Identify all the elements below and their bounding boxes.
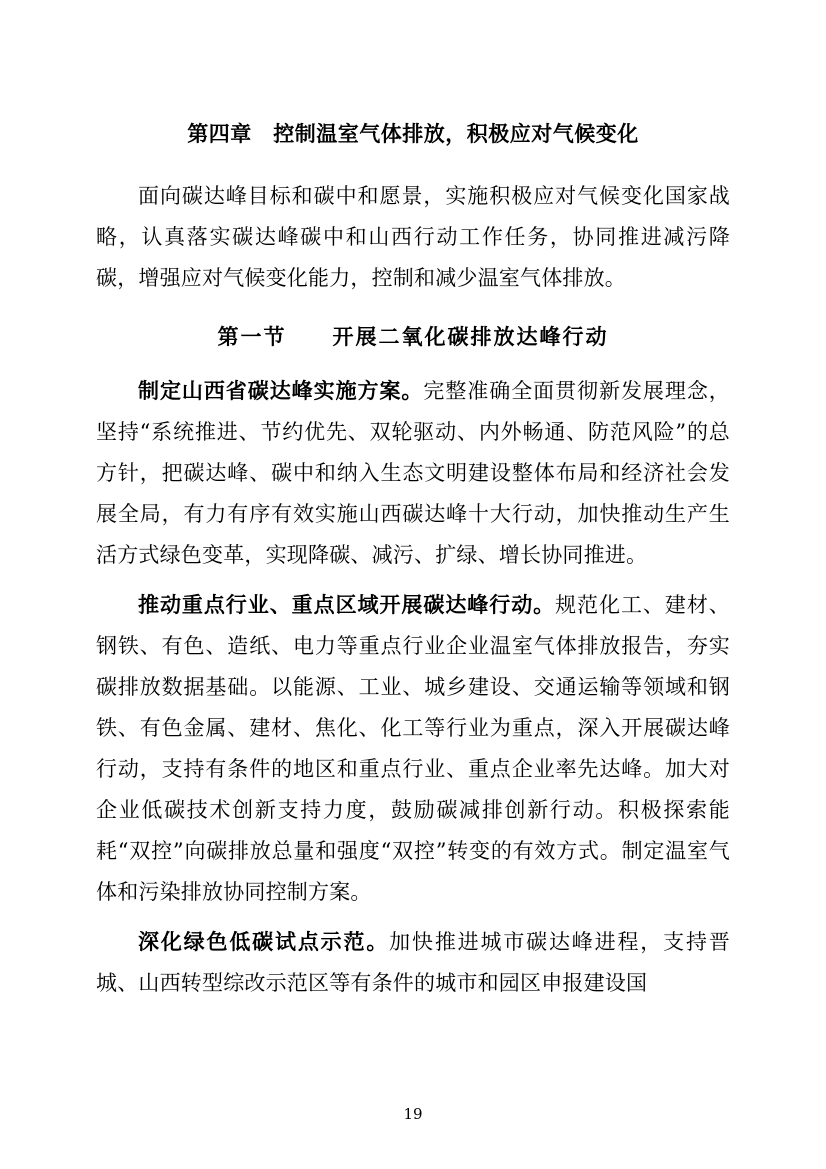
chapter-title: 第四章 控制温室气体排放，积极应对气候变化: [187, 121, 639, 146]
body-paragraph: [96, 921, 730, 1004]
paragraph-text: 规范化工、建材、钢铁、有色、造纸、电力等重点行业企业温室气体排放报告，夯实碳排放数据基础。以能源、工业、城乡建设、交通运输等领域和钢铁、有色金属、建材、焦化、化工等行业为重点，深入开展碳达峰行动，支持有条件的地区和重点行业、重点企业率先达峰。加大对企业低碳技术创新支持力度，鼓励碳减排创新行动。积极探索能耗“双控”向碳排放总量和强度“双控”转变的有效方式。制定温室气体和污染排放协同控制方案。: [96, 593, 730, 904]
paragraph-lead: 深化绿色低碳试点示范。: [138, 929, 390, 954]
section-title: 第一节 开展二氧化碳排放达峰行动: [217, 323, 609, 349]
paragraph-lead: 制定山西省碳达峰实施方案。: [138, 378, 424, 403]
paragraph-lead: 推动重点行业、重点区域开展碳达峰行动。: [138, 592, 556, 617]
paragraph-text: 加快推进城市碳达峰进程，支持晋城、山西转型综改示范区等有条件的城市和园区申报建设国: [96, 930, 731, 995]
paragraph-text: 完整准确全面贯彻新发展理念，坚持“系统推进、节约优先、双轮驱动、内外畅通、防范风险”的总方针，把碳达峰、碳中和纳入生态文明建设整体布局和经济社会发展全局，有力有序有效实施山西碳达峰十大行动，加快推动生产生活方式绿色变革，实现降碳、减污、扩绿、增长协同推进。: [96, 379, 730, 567]
page-number: 19: [403, 1105, 423, 1123]
chapter-intro-paragraph: 面向碳达峰目标和碳中和愿景，实施积极应对气候变化国家战略，认真落实碳达峰碳中和山西行动工作任务，协同推进减污降碳，增强应对气候变化能力，控制和减少温室气体排放。: [96, 183, 730, 290]
body-paragraph: [96, 584, 730, 913]
body-paragraph: [96, 370, 730, 576]
